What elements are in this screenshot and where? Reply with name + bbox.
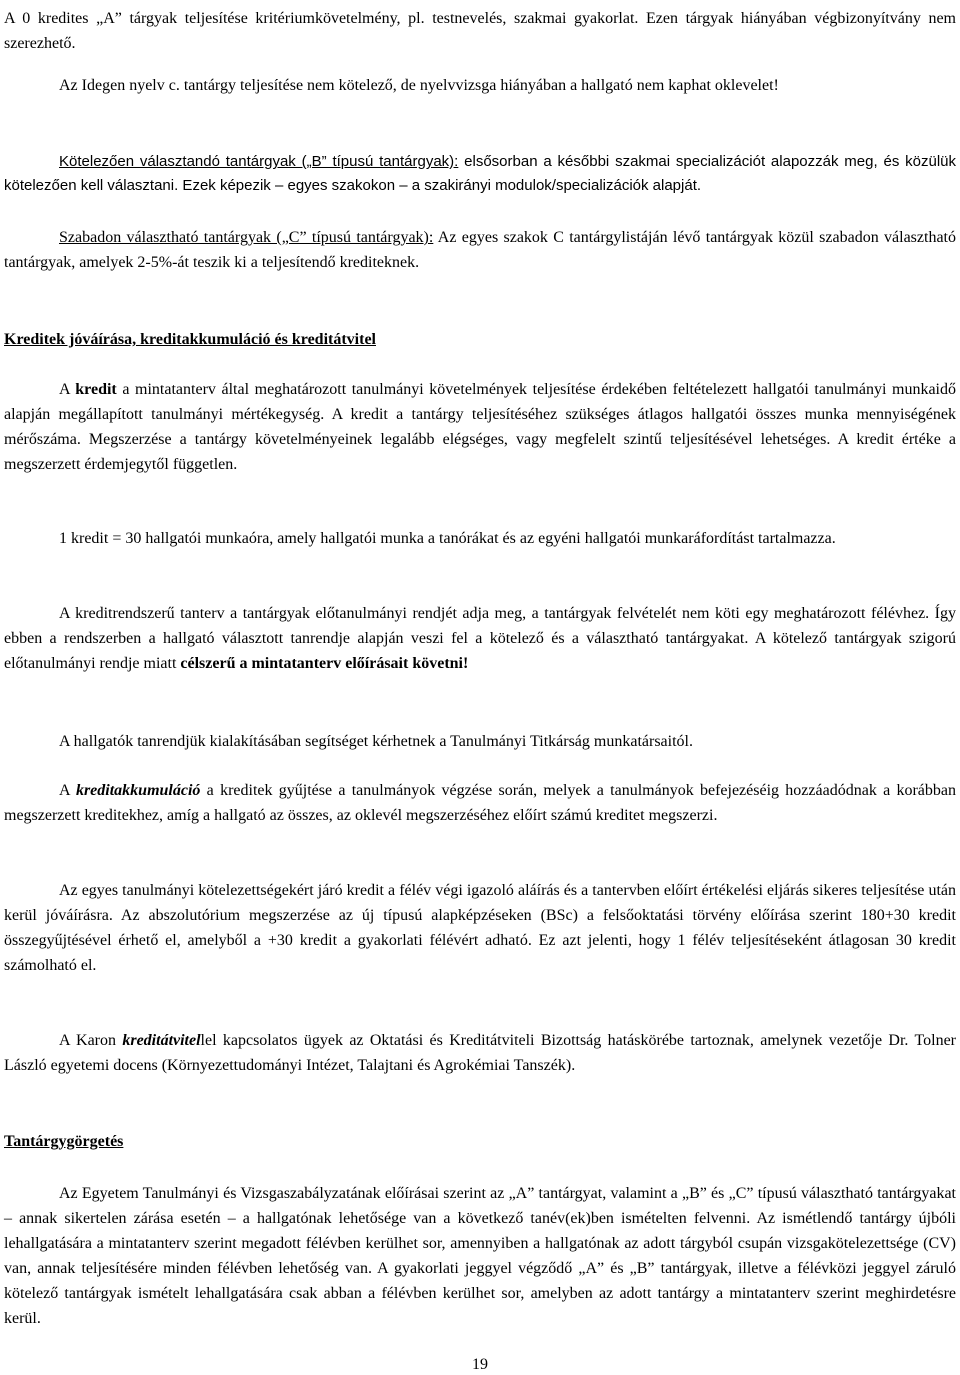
paragraph-credit-crediting: Az egyes tanulmányi kötelezettségekért járó kredit a félév végi igazoló aláírás és a tantervben előírt értékelési eljárás sikeres teljesítése után kerül jóváírásra. Az abszolutórium megszerzése az új típusú alapképzéseken (BSc) a felsőoktatási törvény előírása szerint 180+30 kredit összegyűjtésével érhető el, amelyből a +30 kredit a gyakorlati félévért adható. Ez azt jelenti, hogy 1 félév teljesítéseként átlagosan 30 kredit számolható el. [4, 882, 956, 974]
c-type-text: Az egyes szakok C tantárgylistáján lévő tantárgyak közül szabadon választható tantárgyak, amelyek 2-5%-át teszik ki a teljesítendő krediteknek. [4, 229, 956, 271]
accumulation-term: kreditakkumuláció [75, 782, 201, 799]
paragraph-credit-system [4, 601, 956, 676]
credit-system-text: A kreditrendszerű tanterv a tantárgyak előtanulmányi rendjét adja meg, a tantárgyak felvételét nem köti egy meghatározott félévhez. Így ebben a rendszerben a hallgató választott tanrendje alapján veszi fel a kötelező és a választható tantárgyakat. A kötelező tantárgyak szigorú előtanulmányi rendje miatt [4, 605, 956, 672]
credit-pre: A [59, 381, 76, 398]
section-heading-credits: Kreditek jóváírása, kreditakkumuláció és kreditátvitel [4, 331, 376, 348]
b-type-text: elsősorban a későbbi szakmai specializációt alapozzák meg, és közülük kötelezően kell választani. Ezek képezik – egyes szakokon – a szakirányi modulok/specializációk alapját. [4, 153, 956, 194]
paragraph-credit-definition [4, 377, 956, 477]
credit-bold: kredit [75, 381, 117, 398]
paragraph-credit-accumulation [4, 778, 956, 828]
page-number: 19 [472, 1356, 488, 1373]
transfer-post: lel kapcsolatos ügyek az Oktatási és Kreditátviteli Bizottság hatáskörébe tartoznak, amelynek vezetője Dr. Tolner László egyetemi docens (Környezettudományi Intézet, Talajtani és Agrokémiai Tanszék). [4, 1032, 957, 1074]
c-type-label: Szabadon választható tantárgyak („C” típusú tantárgyak): [59, 229, 434, 246]
accumulation-pre: A [59, 782, 76, 799]
paragraph-credit-transfer [4, 1028, 956, 1078]
credit-post: a mintatanterv által meghatározott tanulmányi követelmények teljesítése érdekében feltételezett hallgatói tanulmányi munkaidő alapján megállapított tanulmányi mértékegység. A kredit a tantárgy teljesítéséhez szükséges átlagos hallgatói összes munka mennyiségének mérőszáma. Megszerzése a tantárgy követelményeinek legalább elégséges, vagy megfelelt szintű teljesítésével lehetséges. A kredit értéke a megszerzett érdemjegytől független. [4, 381, 956, 473]
credit-system-bold: célszerű a mintatanterv előírásait követni! [180, 655, 469, 672]
paragraph-c-type-courses [4, 225, 956, 275]
document-page [4, 0, 956, 1375]
paragraph-student-office: A hallgatók tanrendjük kialakításában segítséget kérhetnek a Tanulmányi Titkárság munkatársaitól. [59, 733, 693, 750]
paragraph-credit-hours: 1 kredit = 30 hallgatói munkaóra, amely hallgatói munka a tanórákat és az egyéni hallgatói munkaráfordítást tartalmazza. [59, 530, 836, 547]
transfer-pre: A Karon [59, 1032, 123, 1049]
paragraph-a-type-courses: A 0 kredites „A” tárgyak teljesítése kritériumkövetelmény, pl. testnevelés, szakmai gyakorlat. Ezen tárgyak hiányában végbizonyítvány nem szerezhető. [4, 10, 956, 52]
section-heading-course-rolling: Tantárgygörgetés [4, 1133, 124, 1150]
paragraph-course-rolling: Az Egyetem Tanulmányi és Vizsgaszabályzatának előírásai szerint az „A” tantárgyat, valamint a „B” és „C” típusú választható tantárgyakat – annak sikertelen zárása esetén – a hallgatónak lehetősége van a következő tanév(ek)ben ismételten felvenni. Az ismétlendő tantárgy újbóli lehallgatására a mintatanterv szerint megadott félévben kerülhet sor, amennyiben a hallgatónak az adott tárgyból csupán vizsgakötelezettsége (CV) van, annak teljesítésére minden félévben lehetőség van. A gyakorlati jeggyel végződő „A” és „B” tantárgyak, illetve a félévközi jeggyel záruló kötelező tantárgyak ismételt lehallgatására csak abban a félévben kerülhet sor, amelyben az adott tantárgy a mintatanterv szerint meghirdetésre kerül. [4, 1185, 956, 1327]
transfer-term: kreditátvitel [122, 1032, 201, 1049]
b-type-label: Kötelezően választandó tantárgyak („B” típusú tantárgyak): [59, 153, 459, 170]
paragraph-foreign-language: Az Idegen nyelv c. tantárgy teljesítése nem kötelező, de nyelvvizsga hiányában a hallgató nem kaphat oklevelet! [59, 77, 779, 94]
accumulation-post: a kreditek gyűjtése a tanulmányok végzése során, melyek a tanulmányok befejezéséig hozzáadódnak a korábban megszerzett kreditekhez, amíg a hallgató az összes, az oklevél megszerzéséhez előírt számú kreditet megszerzi. [4, 782, 957, 824]
paragraph-b-type-courses [4, 150, 956, 198]
